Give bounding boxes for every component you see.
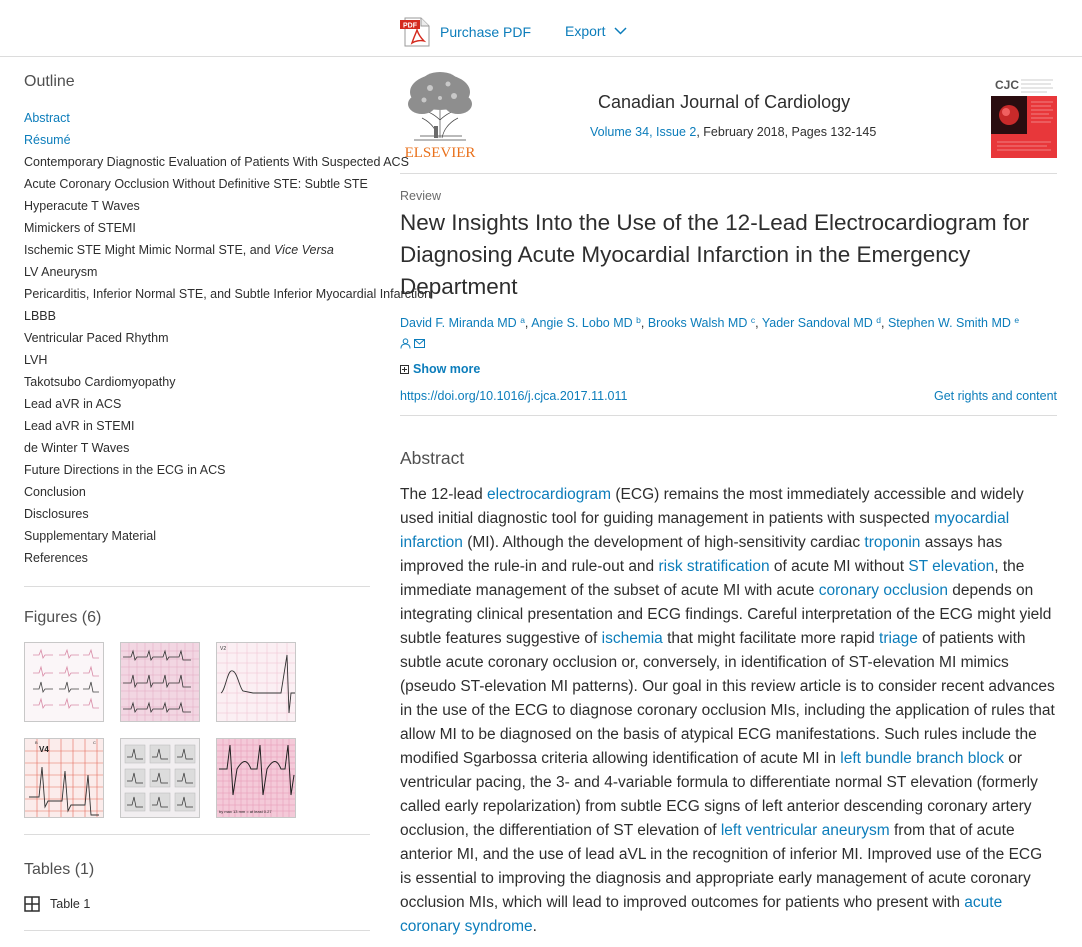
get-rights-link[interactable]: Get rights and content	[934, 389, 1057, 403]
abstract-term-link[interactable]: ST elevation	[908, 558, 995, 575]
outline-item-paced-rhythm[interactable]: Ventricular Paced Rhythm	[24, 331, 169, 345]
abstract-term-link[interactable]: acute coronary syndrome	[400, 894, 1003, 935]
abstract-text-segment: from that of acute anterior MI, and the use of lead aVL in the recognition of inferior MI. Improved use of the ECG is essential to improving the diagnosis and appropriate early management of acute coronary occlusion MIs, which will lead to improved outcomes for patients who present with	[400, 822, 1043, 911]
article-main	[400, 68, 1057, 939]
figures-heading: Figures (6)	[24, 609, 102, 626]
outline-item-lbbb[interactable]: LBBB	[24, 309, 56, 323]
outline-item-ischemic-ste[interactable]	[24, 239, 370, 261]
outline-item-hyperacute-t-waves[interactable]: Hyperacute T Waves	[24, 199, 140, 213]
tables-heading: Tables (1)	[24, 861, 95, 878]
table-1-link[interactable]	[24, 896, 370, 912]
author-affiliation-sup: e	[1014, 315, 1020, 325]
author-link[interactable]	[888, 316, 1019, 330]
author-affiliation-sup: d	[876, 315, 881, 325]
author-name: Brooks Walsh MD	[647, 316, 748, 330]
figure-6-caption: by max 13 mm = at least 0.27	[219, 809, 272, 814]
outline-item-avr-stemi[interactable]: Lead aVR in STEMI	[24, 419, 135, 433]
outline-item-supplementary[interactable]: Supplementary Material	[24, 529, 157, 543]
figure-thumbnail-3[interactable]	[216, 642, 296, 722]
author-link[interactable]	[531, 316, 641, 330]
article-title: New Insights Into the Use of the 12-Lead Electrocardiogram for Diagnosing Acute Myocardial Infarction in the Emergency Department	[400, 210, 1030, 299]
abstract-term-link[interactable]: left ventricular aneurysm	[720, 822, 890, 839]
abstract-text	[400, 483, 1057, 939]
author-list: David F. Miranda MD $^a$, Angie S. Lobo MD $^b$, Brooks Walsh MD $^c$, Yader Sandoval MD $^d$, Stephen W. Smith MD $^e$	[400, 315, 1020, 330]
abstract-text-segment: assays has improved the rule-in and rule-out and	[400, 534, 1003, 575]
outline-item-conclusion[interactable]: Conclusion	[24, 485, 86, 499]
outline-item-lv-aneurysm[interactable]: LV Aneurysm	[24, 265, 98, 279]
abstract-text-segment: (ECG) remains the most immediately accessible and widely used initial diagnostic tool for guiding management in patients with suspected	[400, 486, 1024, 527]
outline-item-abstract[interactable]: Abstract	[24, 111, 70, 125]
figure-4-panel-b: B	[35, 740, 38, 745]
author-affiliation-sup: b	[636, 315, 641, 325]
abstract-term-link[interactable]: coronary occlusion	[818, 582, 948, 599]
figure-5-image	[121, 739, 199, 817]
abstract-text-segment: , the immediate management of the subset of acute MI with acute	[400, 558, 1025, 599]
purchase-pdf-label: Purchase PDF	[440, 24, 532, 40]
figure-1-image	[25, 643, 103, 721]
cover-abbrev: CJC	[995, 78, 1020, 92]
figure-4-panel-c: C	[93, 740, 96, 745]
author-affiliation-sup: a	[520, 315, 525, 325]
figure-2-image	[121, 643, 199, 721]
figure-6-image	[217, 739, 295, 817]
outline-item-ischemic-ste-text: Ischemic STE Might Mimic Normal STE, and	[24, 243, 275, 257]
abstract-term-link[interactable]: ischemia	[601, 630, 663, 647]
abstract-term-link[interactable]: risk stratification	[658, 558, 770, 575]
figure-thumbnails	[24, 642, 370, 818]
abstract-text-segment: of patients with subtle acute coronary occlusion or, conversely, in identification of ST-elevation MI mimics (pseudo ST-elevation MI patterns). Our goal in this review article is to consider recent advances in the use of the ECG to diagnose coronary occlusion MIs, including the application of rules that allow MI to be diagnosed on the basis of atypical ECG manifestations. Such rules include the modified Sgarbossa criteria allowing identification of acute MI in	[400, 630, 1055, 767]
purchase-pdf-button[interactable]	[400, 17, 531, 47]
journal-header	[400, 68, 1057, 174]
article-type: Review	[400, 189, 441, 203]
email-icon[interactable]	[414, 339, 425, 348]
figure-4-image	[25, 739, 103, 817]
sidebar-divider	[24, 586, 370, 587]
figure-thumbnail-5[interactable]	[120, 738, 200, 818]
author-name: Stephen W. Smith MD	[887, 316, 1011, 330]
outline-item-avr-acs[interactable]: Lead aVR in ACS	[24, 397, 122, 411]
elsevier-logo[interactable]	[400, 70, 480, 160]
outline-heading: Outline	[24, 73, 75, 90]
issue-date-pages: , February 2018, Pages 132-145	[696, 125, 877, 139]
pdf-file-icon	[400, 17, 432, 47]
outline-item-resume[interactable]: Résumé	[24, 133, 71, 147]
figure-4-lead-label: V4	[39, 745, 49, 754]
abstract-term-link[interactable]: triage	[879, 630, 918, 647]
table-grid-icon	[24, 896, 40, 912]
outline-item-references[interactable]: References	[24, 551, 88, 565]
export-button[interactable]	[565, 23, 627, 39]
author-affiliation-sup: c	[750, 315, 756, 325]
figure-thumbnail-6[interactable]	[216, 738, 296, 818]
pdf-badge-text: PDF	[403, 22, 417, 30]
figure-thumbnail-2[interactable]	[120, 642, 200, 722]
figure-3-lead-label: V2	[220, 646, 227, 652]
abstract-text-segment: depends on integrating clinical presentation and ECG findings. Careful interpretation of the ECG might yield subtle features suggestive of	[400, 582, 1052, 647]
elsevier-wordmark: ELSEVIER	[404, 145, 476, 161]
outline-item-de-winter[interactable]: de Winter T Waves	[24, 441, 130, 455]
outline-item-future-directions[interactable]: Future Directions in the ECG in ACS	[24, 463, 226, 477]
author-link[interactable]	[400, 316, 525, 330]
figure-thumbnail-4[interactable]	[24, 738, 104, 818]
chevron-down-icon	[614, 27, 627, 35]
export-label: Export	[565, 23, 606, 39]
abstract-term-link[interactable]: myocardial infarction	[400, 510, 1010, 551]
volume-issue-link[interactable]: Volume 34, Issue 2	[590, 125, 697, 139]
show-more-label: Show more	[413, 362, 481, 376]
abstract-text-segment: .	[532, 918, 537, 935]
person-icon[interactable]	[400, 338, 411, 349]
figure-thumbnail-1[interactable]	[24, 642, 104, 722]
abstract-text-segment: (MI). Although the development of high-sensitivity cardiac	[462, 534, 865, 551]
sidebar-divider	[24, 930, 370, 931]
author-link[interactable]	[762, 316, 881, 330]
abstract-text-segment: or ventricular pacing, the 3- and 4-variable formula to differentiate normal ST elevation (formerly called early repolarization) from subtle ECG signs of left anterior descending coronary artery occlusion, the differentiation of ST elevation of	[400, 750, 1038, 839]
outline-item-takotsubo[interactable]: Takotsubo Cardiomyopathy	[24, 375, 176, 389]
abstract-term-link[interactable]: electrocardiogram	[487, 486, 612, 503]
abstract-text-segment: The 12-lead	[400, 486, 488, 503]
author-link[interactable]	[648, 316, 755, 330]
show-more-button[interactable]	[400, 362, 1057, 376]
abstract-heading: Abstract	[400, 448, 465, 468]
doi-row	[400, 389, 1057, 416]
abstract-term-link[interactable]: left bundle branch block	[840, 750, 1004, 767]
figure-3-image	[217, 643, 295, 721]
journal-title[interactable]: Canadian Journal of Cardiology	[598, 92, 851, 112]
journal-cover-image[interactable]	[991, 72, 1057, 158]
sidebar-divider	[24, 834, 370, 835]
top-toolbar	[0, 0, 1082, 57]
outline-item-pericarditis[interactable]: Pericarditis, Inferior Normal STE, and Subtle Inferior Myocardial Infarction	[24, 287, 432, 301]
outline-item-mimickers[interactable]: Mimickers of STEMI	[24, 221, 136, 235]
journal-issue	[590, 125, 876, 139]
outline-item-disclosures[interactable]: Disclosures	[24, 507, 89, 521]
outline-item-ischemic-ste-italic: Vice Versa	[274, 243, 334, 257]
outline-item-lvh[interactable]: LVH	[24, 353, 48, 367]
doi-link[interactable]: https://doi.org/10.1016/j.cjca.2017.11.011	[400, 389, 628, 403]
table-1-label: Table 1	[50, 897, 91, 911]
outline-item-acute-coronary-occlusion[interactable]: Acute Coronary Occlusion Without Definitive STE: Subtle STE	[24, 177, 368, 191]
abstract-text-segment: that might facilitate more rapid	[662, 630, 880, 647]
author-name: Angie S. Lobo MD	[531, 316, 633, 330]
outline-item-diagnostic-evaluation[interactable]: Contemporary Diagnostic Evaluation of Patients With Suspected ACS	[24, 155, 409, 169]
author-name: David F. Miranda MD	[400, 316, 517, 330]
abstract-text-segment: of acute MI without	[769, 558, 909, 575]
abstract-term-link[interactable]: troponin	[864, 534, 921, 551]
corresponding-author-icons	[400, 336, 1057, 350]
author-name: Yader Sandoval MD	[761, 316, 873, 330]
plus-box-icon	[400, 365, 409, 374]
